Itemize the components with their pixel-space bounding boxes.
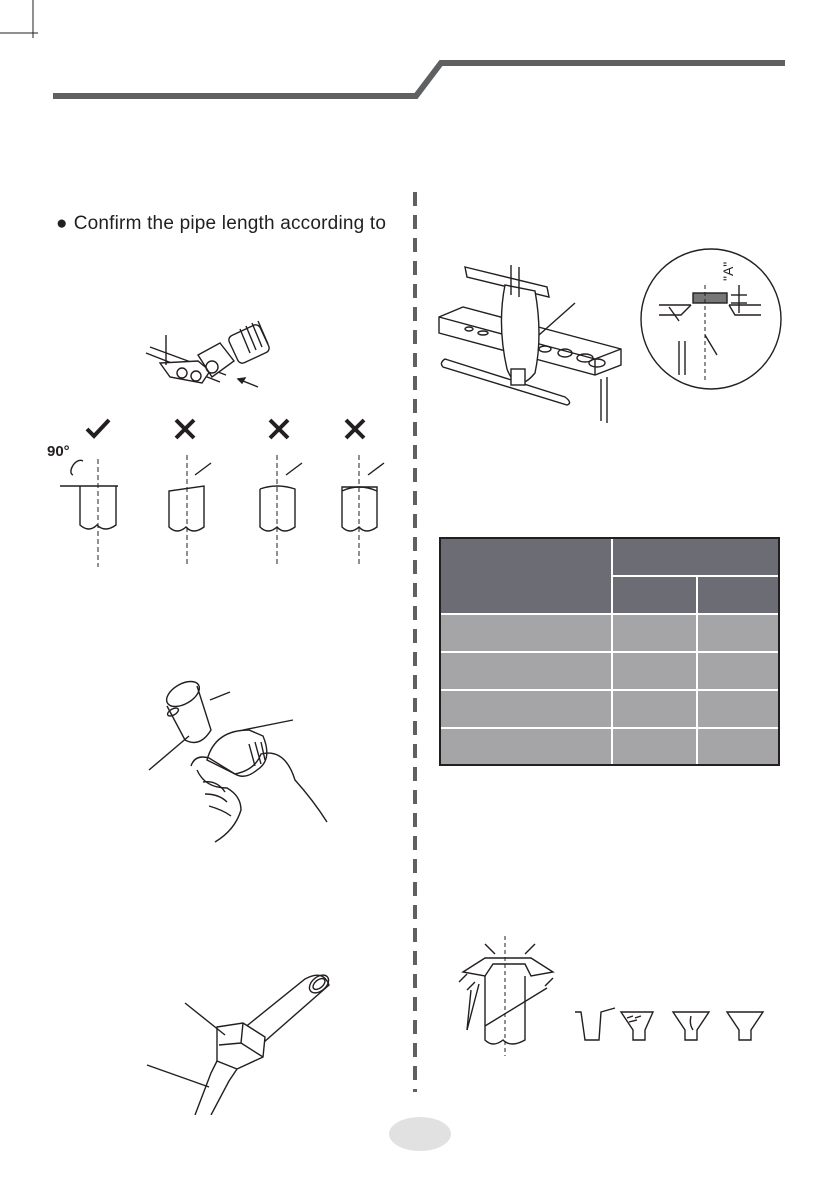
table-row-cell: [441, 653, 611, 689]
instruction-text: Confirm the pipe length according to: [73, 213, 387, 234]
flare-table: [439, 537, 780, 766]
reamer-icon: [145, 670, 335, 850]
cross-icon-1: [174, 418, 196, 440]
table-row-cell: [613, 691, 696, 727]
table-row-cell: [698, 653, 778, 689]
page-number-badge: [389, 1117, 451, 1151]
pipe-cut-examples: [55, 455, 395, 570]
table-row-cell: [613, 615, 696, 651]
angle-label: 90°: [47, 443, 70, 460]
dimension-a-label: "A": [720, 261, 736, 281]
instruction-line: [56, 213, 386, 235]
table-row-cell: [441, 691, 611, 727]
flare-nut-icon: [145, 965, 345, 1115]
table-row-cell: [698, 729, 778, 764]
table-row-cell: [698, 691, 778, 727]
cross-icon-2: [268, 418, 290, 440]
check-icon: [85, 418, 111, 440]
table-header-cell: [441, 539, 611, 613]
table-subheader-cell: [613, 577, 696, 613]
column-divider: [412, 192, 418, 1094]
flaring-tool-icon: [435, 245, 785, 435]
table-row-cell: [613, 653, 696, 689]
table-subheader-cell: [698, 577, 778, 613]
pipe-cutter-icon: [140, 315, 290, 395]
header-rule: [0, 0, 839, 110]
bullet: ●: [56, 213, 68, 234]
flare-inspection-icon: [455, 930, 785, 1060]
table-row-cell: [441, 729, 611, 764]
cross-icon-3: [344, 418, 366, 440]
table-row-cell: [698, 615, 778, 651]
table-header-cell: [613, 539, 778, 575]
table-row-cell: [441, 615, 611, 651]
table-row-cell: [613, 729, 696, 764]
